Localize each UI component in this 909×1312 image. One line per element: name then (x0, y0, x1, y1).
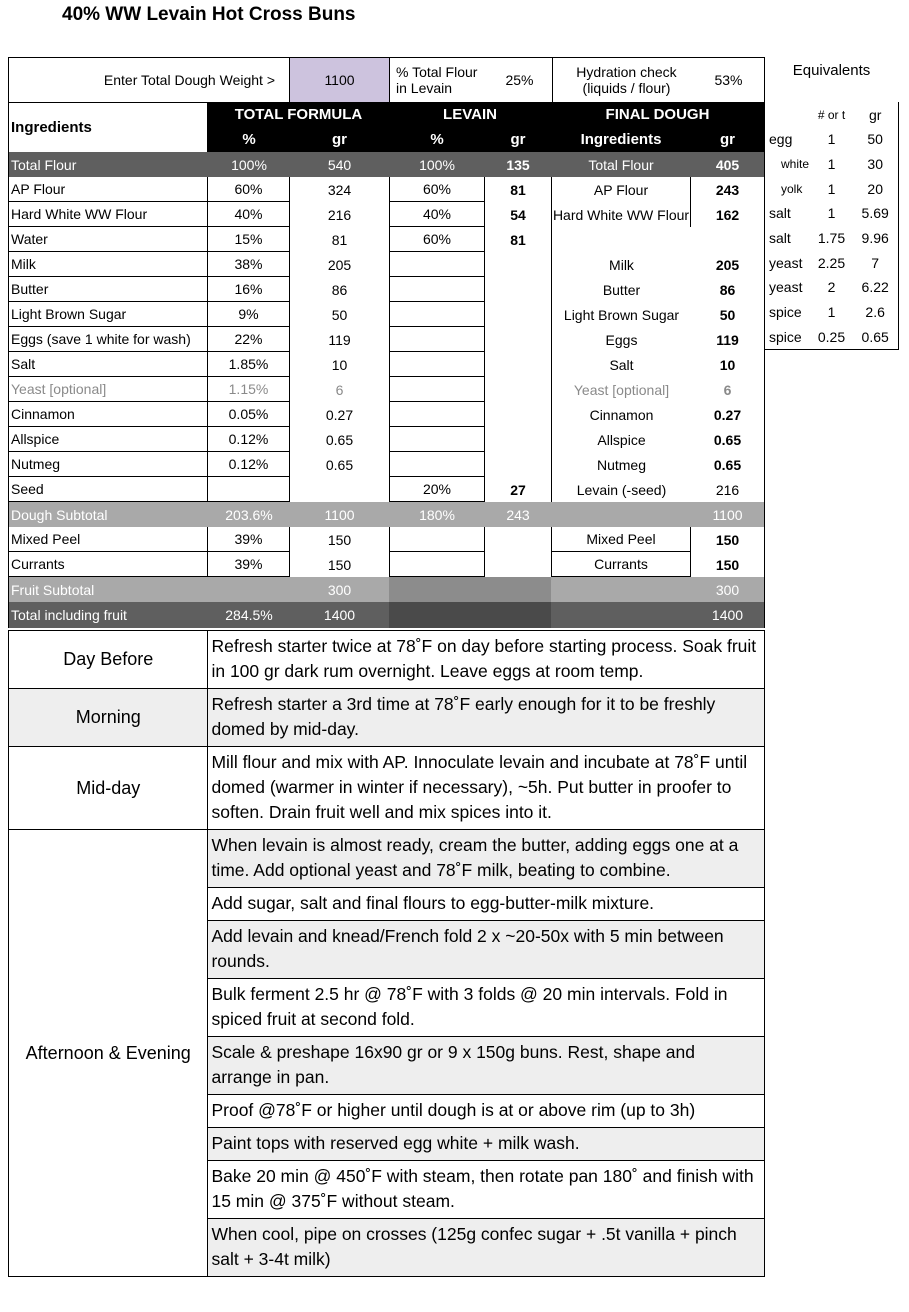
eq-amount: 1 (827, 180, 836, 197)
schedule-step: Bake 20 min @ 450˚F with steam, then rotate pan 180˚ and finish with 15 min @ 375˚F without steam. (208, 1161, 765, 1219)
levain-pct-value: 25% (487, 57, 553, 103)
fd-ingredient: Cinnamon (551, 402, 691, 427)
phase-label: Day Before (8, 630, 208, 689)
total-flour-lv-gr: 135 (506, 156, 530, 173)
eq-item: yeast (769, 254, 803, 271)
fruit-lv-gr (485, 527, 551, 552)
fd-gr: 162 (715, 206, 740, 223)
dough-subtotal-tf-gr: 1100 (324, 506, 355, 523)
hydration-label (552, 57, 694, 103)
lv-pct (389, 302, 485, 327)
eq-grams: 5.69 (861, 205, 889, 222)
total-incl-fd-gr: 1400 (711, 607, 744, 623)
fd-gr: 205 (715, 256, 740, 273)
eq-item: spice (769, 304, 802, 321)
final-dough-title: FINAL DOUGH (551, 102, 764, 127)
fd-gr: 86 (719, 281, 736, 298)
lv-gr-header: gr (485, 127, 551, 152)
ingredient-row (9, 327, 764, 352)
eq-grams: 9.96 (861, 230, 889, 247)
dough-subtotal-fd-name (551, 502, 691, 527)
eq-item: white (781, 157, 810, 172)
tf-gr (290, 477, 389, 502)
equivalent-row (765, 201, 898, 226)
lv-pct: 60% (389, 177, 485, 202)
eq-item: spice (769, 328, 802, 345)
fd-gr: 10 (719, 356, 736, 373)
tf-pct: 0.12% (208, 452, 290, 477)
equivalent-row (765, 275, 898, 300)
fruit-subtotal-right (551, 577, 764, 602)
eq-amount: 0.25 (817, 328, 846, 345)
fruit-tf-gr: 150 (327, 531, 352, 548)
ingredients-header: Ingredients (9, 102, 208, 152)
phase-label: Afternoon & Evening (8, 830, 208, 1277)
dough-subtotal-name: Dough Subtotal (11, 506, 108, 523)
fruit-tf-gr: 150 (327, 556, 352, 573)
tf-pct: 0.05% (208, 402, 290, 427)
ingredient-name: Cinnamon (9, 402, 208, 427)
ingredient-name: Hard White WW Flour (9, 202, 208, 227)
total-flour-tf-pct: 100% (231, 156, 267, 173)
eq-grams: 50 (867, 131, 883, 148)
eq-amount: 1 (827, 131, 836, 148)
lv-gr (485, 302, 551, 327)
total-flour-row (9, 152, 764, 177)
tf-gr: 10 (331, 356, 348, 373)
equivalents-table (764, 102, 899, 350)
eq-item: egg (769, 131, 793, 148)
schedule-phase-row (8, 830, 765, 1277)
tf-gr: 0.65 (325, 456, 354, 473)
fd-gr: 0.65 (713, 431, 742, 448)
lv-gr (485, 327, 551, 352)
fruit-subtotal-levain (389, 577, 551, 602)
total-flour-fd-gr: 405 (715, 156, 740, 173)
fd-gr: 216 (715, 481, 740, 498)
ingredient-row (9, 477, 764, 502)
fd-gr: 50 (719, 306, 736, 323)
tf-pct: 15% (208, 227, 290, 252)
hydration-value: 53% (693, 57, 765, 103)
fd-ingredient: Butter (551, 277, 691, 302)
schedule-phase-row (8, 747, 765, 830)
dough-subtotal-fd-gr: 1100 (712, 506, 743, 523)
lv-pct (389, 277, 485, 302)
fruit-subtotal-name: Fruit Subtotal (11, 581, 95, 598)
ingredient-name: Salt (9, 352, 208, 377)
schedule-step: Refresh starter twice at 78˚F on day before starting process. Soak fruit in 100 gr dark rum overnight. Leave eggs at room temp. (208, 630, 765, 689)
tf-pct (208, 477, 290, 502)
equivalent-row (765, 300, 898, 325)
total-incl-tf-gr: 1400 (323, 607, 356, 623)
formula-table (8, 102, 765, 628)
ingredient-row (9, 402, 764, 427)
fd-gr: 0.27 (713, 406, 742, 423)
equivalent-row (765, 176, 898, 201)
lv-pct (389, 377, 485, 402)
fd-gr-header: gr (691, 127, 764, 152)
total-incl-name: Total including fruit (11, 607, 127, 623)
fd-ingredient (551, 227, 691, 252)
eq-grams: 0.65 (861, 328, 889, 345)
lv-pct (389, 427, 485, 452)
ingredient-row (9, 277, 764, 302)
dough-weight-label: Enter Total Dough Weight > (8, 57, 290, 103)
ingredient-row (9, 302, 764, 327)
fd-ingredient: AP Flour (551, 177, 691, 202)
lv-pct: 20% (389, 477, 485, 502)
phase-steps (208, 689, 765, 747)
ingredient-name: Yeast [optional] (9, 377, 208, 402)
schedule-table (8, 630, 765, 1277)
dough-weight-input[interactable]: 1100 (289, 57, 390, 103)
ingredient-name: Allspice (9, 427, 208, 452)
levain-pct-label-line1: % Total Flour (396, 63, 478, 80)
fd-ingredient: Milk (551, 252, 691, 277)
lv-pct (389, 327, 485, 352)
eq-item: yolk (781, 181, 803, 196)
fd-gr (691, 227, 764, 252)
ingredient-name: Nutmeg (9, 452, 208, 477)
ingredient-name: Eggs (save 1 white for wash) (9, 327, 208, 352)
fd-gr: 0.65 (713, 456, 742, 473)
levain-header (389, 102, 551, 152)
fd-ingredient: Light Brown Sugar (551, 302, 691, 327)
phase-steps (208, 830, 765, 1277)
eq-head-gr: gr (868, 106, 882, 123)
phase-steps (208, 747, 765, 830)
eq-item: salt (769, 205, 791, 222)
phase-steps (208, 630, 765, 689)
fd-gr: 119 (716, 331, 739, 348)
lv-gr (485, 352, 551, 377)
eq-grams: 2.6 (865, 304, 885, 321)
fd-ingredient: Yeast [optional] (551, 377, 691, 402)
eq-head-amount: # or t (817, 107, 846, 122)
fruit-tf-pct: 39% (208, 552, 290, 577)
total-flour-tf-gr: 540 (327, 156, 352, 173)
tf-gr: 6 (335, 381, 344, 398)
eq-amount: 2 (827, 279, 836, 296)
fd-ingredient: Hard White WW Flour (551, 202, 691, 227)
schedule-step: Mill flour and mix with AP. Innoculate levain and incubate at 78˚F until domed (warmer in winter if necessary), ~5h. Put butter in proofer to soften. Drain fruit well and mix spices into it. (208, 747, 765, 830)
equivalent-row (765, 226, 898, 251)
fruit-name: Mixed Peel (9, 527, 208, 552)
ingredient-row (9, 252, 764, 277)
eq-amount: 1 (827, 156, 836, 173)
fruit-rows (9, 527, 764, 577)
eq-grams: 20 (867, 180, 883, 197)
hydration-label-line2: (liquids / flour) (582, 80, 671, 96)
fd-ingredients-header: Ingredients (551, 127, 691, 152)
header-row (9, 102, 764, 152)
equivalent-row (765, 325, 898, 350)
fruit-row (9, 527, 764, 552)
ingredient-row (9, 352, 764, 377)
phase-label: Mid-day (8, 747, 208, 830)
lv-gr: 81 (510, 181, 526, 198)
fruit-subtotal-tf-gr: 300 (327, 581, 352, 598)
levain-pct-label (389, 57, 487, 103)
fruit-lv-pct (389, 552, 485, 577)
lv-gr: 27 (510, 481, 526, 498)
ingredient-row (9, 452, 764, 477)
schedule-step: When levain is almost ready, cream the butter, adding eggs one at a time. Add optional yeast and 78˚F milk, beating to combine. (208, 830, 765, 888)
schedule-step: Add levain and knead/French fold 2 x ~20-50x with 5 min between rounds. (208, 921, 765, 979)
eq-grams: 30 (867, 156, 883, 173)
schedule-step: Scale & preshape 16x90 gr or 9 x 150g buns. Rest, shape and arrange in pan. (208, 1037, 765, 1095)
ingredient-row (9, 202, 764, 227)
eq-item: yeast (769, 279, 803, 296)
levain-title: LEVAIN (389, 102, 551, 127)
total-formula-title: TOTAL FORMULA (208, 102, 389, 127)
fruit-row (9, 552, 764, 577)
lv-gr (485, 377, 551, 402)
tf-gr: 86 (331, 281, 348, 298)
schedule-step: Refresh starter a 3rd time at 78˚F early enough for it to be freshly domed by mid-day. (208, 689, 765, 747)
schedule-step: When cool, pipe on crosses (125g confec sugar + .5t vanilla + pinch salt + 3-4t milk) (208, 1219, 765, 1277)
ingredient-row (9, 227, 764, 252)
fruit-lv-pct (389, 527, 485, 552)
fruit-name: Currants (9, 552, 208, 577)
ingredient-name: Butter (9, 277, 208, 302)
total-incl-levain (389, 602, 551, 628)
schedule-phase-row (8, 630, 765, 689)
tf-pct: 22% (208, 327, 290, 352)
fruit-fd-name: Currants (551, 552, 691, 577)
ingredient-rows (9, 177, 764, 502)
lv-gr (485, 427, 551, 452)
schedule-step: Bulk ferment 2.5 hr @ 78˚F with 3 folds @ 20 min intervals. Fold in spiced fruit at second fold. (208, 979, 765, 1037)
total-including-fruit-row (9, 602, 764, 628)
ingredient-name: AP Flour (9, 177, 208, 202)
lv-gr (485, 252, 551, 277)
schedule-step: Proof @78˚F or higher until dough is at or above rim (up to 3h) (208, 1095, 765, 1128)
levain-pct-label-line2: in Levain (396, 80, 453, 96)
tf-pct: 1.15% (208, 377, 290, 402)
ingredient-row (9, 177, 764, 202)
total-flour-fd-name: Total Flour (588, 156, 654, 173)
schedule-phase-row (8, 689, 765, 747)
fd-gr: 243 (715, 181, 740, 198)
dough-subtotal-lv-pct: 180% (419, 506, 455, 523)
tf-pct: 9% (208, 302, 290, 327)
tf-gr: 81 (331, 231, 348, 248)
equivalent-row (765, 127, 898, 152)
tf-pct: 60% (208, 177, 290, 202)
eq-item: salt (769, 230, 791, 247)
fd-ingredient: Allspice (551, 427, 691, 452)
lv-gr: 81 (510, 231, 526, 248)
tf-gr: 324 (327, 181, 352, 198)
fd-ingredient: Salt (551, 352, 691, 377)
fruit-tf-pct: 39% (208, 527, 290, 552)
equivalents-rows (765, 127, 898, 349)
fruit-subtotal-left (9, 577, 389, 602)
dough-subtotal-row (9, 502, 764, 527)
fd-gr: 6 (723, 381, 732, 398)
equivalent-row (765, 152, 898, 177)
eq-amount: 1 (827, 205, 836, 222)
total-flour-lv-pct: 100% (419, 156, 455, 173)
lv-pct (389, 402, 485, 427)
equivalents-title: Equivalents (792, 62, 871, 79)
lv-pct-header: % (389, 127, 485, 152)
ingredient-row (9, 377, 764, 402)
tf-pct: 38% (208, 252, 290, 277)
lv-gr (485, 452, 551, 477)
final-dough-header (551, 102, 764, 152)
eq-grams: 6.22 (861, 279, 889, 296)
lv-gr (485, 402, 551, 427)
total-incl-right (551, 602, 764, 628)
fd-ingredient: Nutmeg (551, 452, 691, 477)
fruit-lv-gr (485, 552, 551, 577)
hydration-label-line1: Hydration check (576, 63, 677, 80)
ingredient-name: Seed (9, 477, 208, 502)
tf-pct: 40% (208, 202, 290, 227)
tf-gr: 205 (327, 256, 352, 273)
total-formula-header (208, 102, 389, 152)
schedule-step: Paint tops with reserved egg white + milk wash. (208, 1128, 765, 1161)
fruit-fd-gr: 150 (715, 556, 740, 573)
tf-gr: 119 (328, 331, 351, 348)
recipe-title: 40% WW Levain Hot Cross Buns (62, 4, 356, 25)
tf-gr: 0.65 (325, 431, 354, 448)
ingredient-row (9, 427, 764, 452)
phase-label: Morning (8, 689, 208, 747)
fruit-subtotal-fd-gr: 300 (715, 581, 740, 598)
eq-amount: 1 (827, 304, 836, 321)
fd-ingredient: Eggs (551, 327, 691, 352)
eq-grams: 7 (871, 254, 880, 271)
lv-pct: 60% (389, 227, 485, 252)
total-flour-name: Total Flour (11, 156, 77, 173)
tf-gr: 0.27 (325, 406, 354, 423)
ingredient-name: Milk (9, 252, 208, 277)
tf-pct-header: % (208, 127, 290, 152)
dough-subtotal-lv-gr: 243 (506, 506, 530, 523)
fruit-fd-gr: 150 (715, 531, 740, 548)
lv-pct (389, 452, 485, 477)
lv-gr: 54 (510, 206, 526, 223)
lv-pct (389, 252, 485, 277)
equivalents-header-row (765, 102, 898, 127)
eq-amount: 2.25 (817, 254, 846, 271)
dough-subtotal-tf-pct: 203.6% (225, 506, 273, 523)
fd-ingredient: Levain (-seed) (551, 477, 691, 502)
tf-gr: 216 (327, 206, 352, 223)
lv-pct: 40% (389, 202, 485, 227)
tf-gr: 50 (331, 306, 348, 323)
equivalent-row (765, 250, 898, 275)
tf-pct: 1.85% (208, 352, 290, 377)
fruit-subtotal-row (9, 577, 764, 602)
schedule-step: Add sugar, salt and final flours to egg-butter-milk mixture. (208, 888, 765, 921)
ingredient-name: Water (9, 227, 208, 252)
tf-pct: 0.12% (208, 427, 290, 452)
ingredient-name: Light Brown Sugar (9, 302, 208, 327)
eq-amount: 1.75 (817, 230, 846, 247)
total-incl-left (9, 602, 389, 628)
total-incl-tf-pct: 284.5% (225, 607, 273, 623)
tf-pct: 16% (208, 277, 290, 302)
fruit-fd-name: Mixed Peel (551, 527, 691, 552)
tf-gr-header: gr (290, 127, 389, 152)
lv-gr (485, 277, 551, 302)
lv-pct (389, 352, 485, 377)
